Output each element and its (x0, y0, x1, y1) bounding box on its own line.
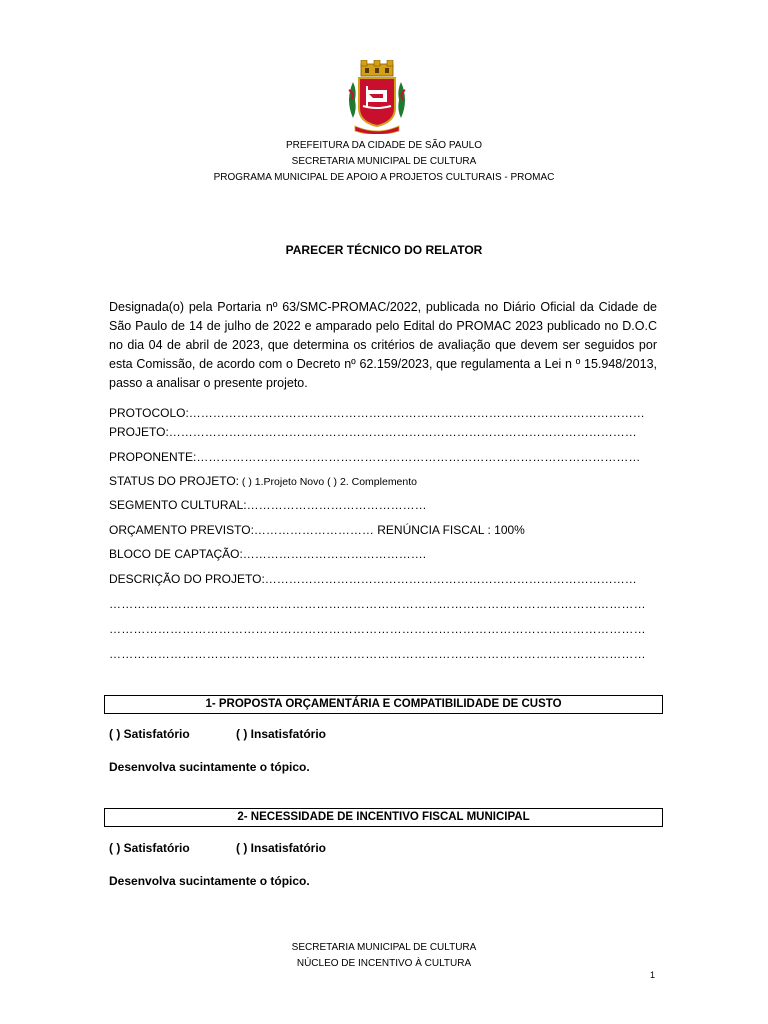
descricao-line[interactable]: …………………………………………………………………………………………………………………… (109, 622, 646, 636)
document-title: PARECER TÉCNICO DO RELATOR (285, 243, 483, 257)
field-orcamento[interactable]: ORÇAMENTO PREVISTO:………………………… RENÚNCIA FISCAL : 100% (109, 523, 525, 537)
section-1-header: 1- PROPOSTA ORÇAMENTÁRIA E COMPATIBILIDADE DE CUSTO (104, 695, 663, 714)
footer-nucleo: NÚCLEO DE INCENTIVO À CULTURA (296, 958, 472, 969)
footer-secretaria: SECRETARIA MUNICIPAL DE CULTURA (291, 942, 477, 953)
header-prefeitura: PREFEITURA DA CIDADE DE SÃO PAULO (286, 140, 482, 151)
field-descricao[interactable]: DESCRIÇÃO DO PROJETO:………………………………………………………………………………… (109, 572, 637, 586)
field-proponente[interactable]: PROPONENTE:………………………………………………………………………………………………… (109, 450, 641, 464)
header-secretaria: SECRETARIA MUNICIPAL DE CULTURA (291, 156, 477, 167)
page-number: 1 (650, 970, 656, 980)
section-2-header: 2- NECESSIDADE DE INCENTIVO FISCAL MUNICIPAL (104, 808, 663, 827)
field-protocolo[interactable]: PROTOCOLO:…………………………………………………………………………………………………… (109, 406, 645, 420)
intro-paragraph: Designada(o) pela Portaria nº 63/SMC-PROMAC/2022, publicada no Diário Oficial da Cidade de São Paulo de 14 de julho de 2022 e amparado pelo Edital do PROMAC 2023 publicado no D.O.C no dia 04 de abril de 2023, que determina os critérios de avaliação que devem ser seguidos por esta Comissão, de acordo com o Decreto nº 62.159/2023, que regulamenta a Lei n º 15.948/2013, passo a analisar o presente projeto. (109, 300, 657, 390)
descricao-line[interactable]: …………………………………………………………………………………………………………………… (109, 647, 646, 661)
section-2-option-satisfatorio[interactable]: ( ) Satisfatório (109, 841, 190, 855)
field-segmento[interactable]: SEGMENTO CULTURAL:……………………………………… (109, 498, 427, 512)
section-2-instruction: Desenvolva sucintamente o tópico. (109, 874, 310, 888)
descricao-line[interactable]: …………………………………………………………………………………………………………………… (109, 597, 646, 611)
sao-paulo-coat-of-arms-icon (343, 60, 411, 134)
section-2-option-insatisfatorio[interactable]: ( ) Insatisfatório (236, 841, 327, 855)
section-1-option-satisfatorio[interactable]: ( ) Satisfatório (109, 727, 190, 741)
section-1-instruction: Desenvolva sucintamente o tópico. (109, 760, 310, 774)
status-label: STATUS DO PROJETO: (109, 474, 240, 488)
field-bloco[interactable]: BLOCO DE CAPTAÇÃO:………………………………………. (109, 547, 427, 561)
status-options[interactable]: ( ) 1.Projeto Novo ( ) 2. Complemento (239, 476, 417, 488)
field-projeto[interactable]: PROJETO:……………………………………………………………………………………………………… (109, 425, 637, 439)
header-programa: PROGRAMA MUNICIPAL DE APOIO A PROJETOS CULTURAIS - PROMAC (213, 172, 555, 183)
field-status[interactable] (109, 474, 417, 488)
section-1-option-insatisfatorio[interactable]: ( ) Insatisfatório (236, 727, 327, 741)
page-footer (0, 940, 768, 972)
institution-header (0, 138, 768, 186)
